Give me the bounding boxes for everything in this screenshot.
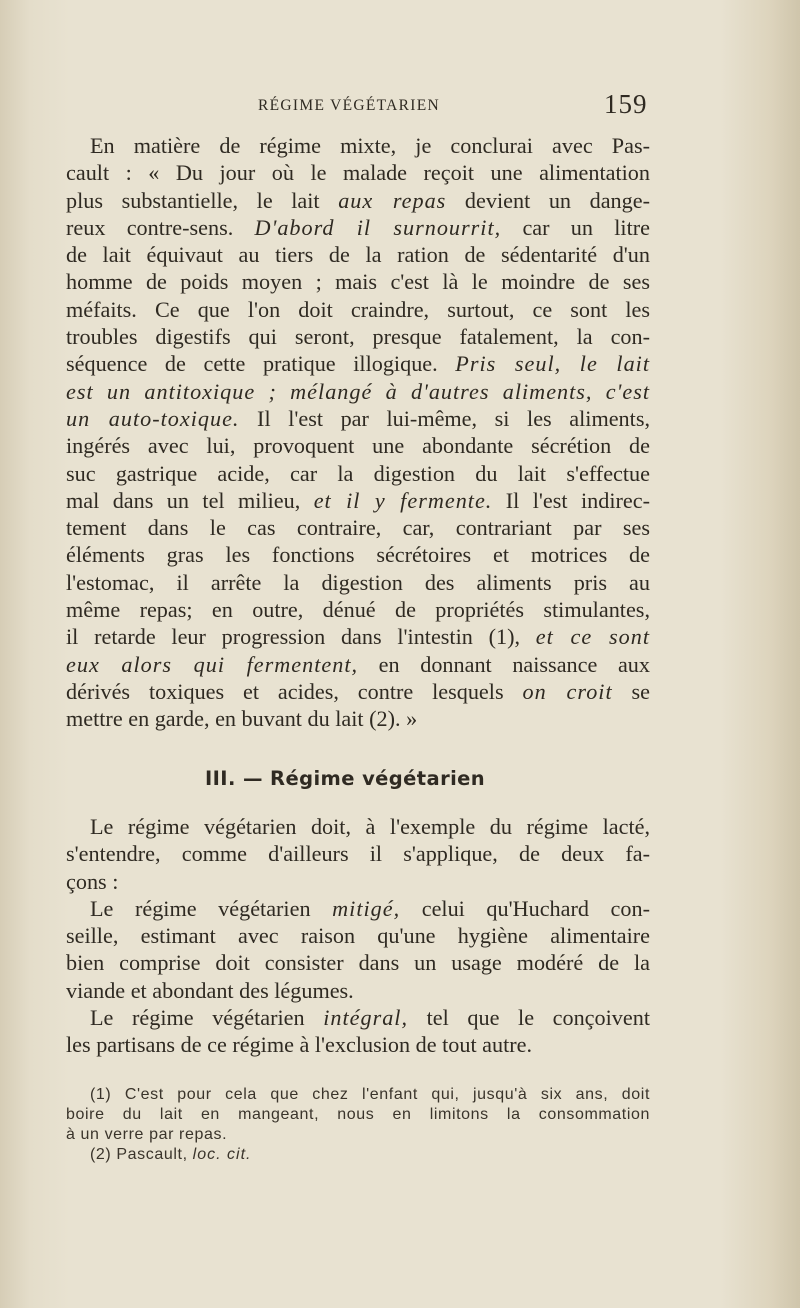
text-line: çons : — [66, 868, 119, 894]
running-header — [0, 89, 800, 127]
paragraph-integral — [66, 1004, 650, 1059]
text-line: homme de poids moyen ; mais c'est là le moindre de ses — [66, 269, 650, 295]
text-line: éléments gras les fonctions sécrétoires et motrices de — [66, 542, 650, 568]
text-line: mal dans un tel milieu, et il y fermente. Il l'est indirec- — [66, 487, 650, 513]
running-title: RÉGIME VÉGÉTARIEN — [258, 97, 441, 114]
text-line: boire du lait en mangeant, nous en limitons la consommation — [66, 1106, 650, 1123]
section-heading: III. — Régime végétarien — [205, 767, 486, 790]
italic-span: loc. cit. — [192, 1146, 252, 1163]
page-number: 159 — [604, 89, 648, 119]
text-line: viande et abondant des légumes. — [66, 977, 354, 1003]
italic-span: un auto-toxique. — [66, 405, 240, 431]
footnotes — [66, 1085, 650, 1165]
text-line: les partisans de ce régime à l'exclusion de tout autre. — [66, 1032, 533, 1058]
text-line: tement dans le cas contraire, car, contrariant par ses — [66, 515, 650, 541]
italic-span: D'abord il surnourrit, — [254, 214, 502, 240]
section-text-block — [66, 813, 650, 1059]
text-line — [66, 378, 650, 405]
italic-span: et ce sont — [535, 624, 650, 650]
text-line: reux contre-sens. D'abord il surnourrit, car un litre — [66, 214, 650, 240]
text-line: (1) C'est pour cela que chez l'enfant qui, jusqu'à six ans, doit — [90, 1086, 650, 1103]
text-line: cault : « Du jour où le malade reçoit une alimentation — [66, 160, 650, 186]
main-text-block — [66, 132, 650, 733]
footnote-2 — [66, 1145, 650, 1165]
footnote-1 — [66, 1085, 650, 1145]
text-line: séquence de cette pratique illogique. Pris seul, le lait — [66, 351, 650, 377]
text-line: dérivés toxiques et acides, contre lesquels on croit se — [66, 678, 650, 704]
text-line: En matière de régime mixte, je conclurai avec Pas- — [90, 133, 650, 158]
italic-span: est un antitoxique ; mélangé à d'autres aliments, c'est — [66, 378, 650, 404]
italic-span: on croit — [522, 678, 613, 704]
paragraph-mixed-regime — [66, 132, 650, 733]
text-line: Le régime végétarien intégral, tel que le conçoivent — [90, 1005, 650, 1031]
text-line: de lait équivaut au tiers de la ration de sédentarité d'un — [66, 242, 650, 268]
text-line: s'entendre, comme d'ailleurs il s'applique, de deux fa- — [66, 841, 650, 867]
text-line: bien comprise doit consister dans un usage modéré de la — [66, 950, 650, 976]
italic-span: Pris seul, le lait — [455, 351, 650, 377]
italic-span: eux alors qui fermentent, — [66, 651, 359, 677]
text-line: un auto-toxique. Il l'est par lui-même, si les aliments, — [66, 405, 651, 431]
text-line: l'estomac, il arrête la digestion des aliments pris au — [66, 569, 650, 595]
text-line: eux alors qui fermentent, en donnant naissance aux — [66, 651, 650, 677]
italic-span: aux repas — [338, 187, 447, 213]
text-line: mettre en garde, en buvant du lait (2). » — [66, 706, 418, 732]
text-line: seille, estimant avec raison qu'une hygiène alimentaire — [66, 923, 650, 949]
text-line: ingérés avec lui, provoquent une abondante sécrétion de — [66, 433, 650, 459]
text-line: Le régime végétarien doit, à l'exemple du régime lacté, — [90, 814, 650, 839]
text-line: à un verre par repas. — [66, 1126, 228, 1143]
italic-span: intégral, — [323, 1005, 409, 1031]
text-line: (2) Pascault, loc. cit. — [90, 1146, 252, 1163]
text-line: méfaits. Ce que l'on doit craindre, surtout, ce sont les — [66, 296, 650, 322]
text-line: suc gastrique acide, car la digestion du lait s'effectue — [66, 460, 650, 486]
text-line: même repas; en outre, dénué de propriétés stimulantes, — [66, 597, 650, 623]
italic-span: et il y fermente. — [313, 487, 493, 513]
paragraph-vegetarian-intro — [66, 813, 650, 895]
italic-span: mitigé, — [332, 895, 401, 921]
text-line: plus substantielle, le lait aux repas devient un dange- — [66, 187, 650, 213]
text-line: il retarde leur progression dans l'intestin (1), et ce sont — [66, 624, 650, 650]
text-line: Le régime végétarien mitigé, celui qu'Huchard con- — [90, 895, 650, 921]
text-line: troubles digestifs qui seront, presque fatalement, la con- — [66, 324, 650, 350]
paragraph-mitigated — [66, 895, 650, 1004]
